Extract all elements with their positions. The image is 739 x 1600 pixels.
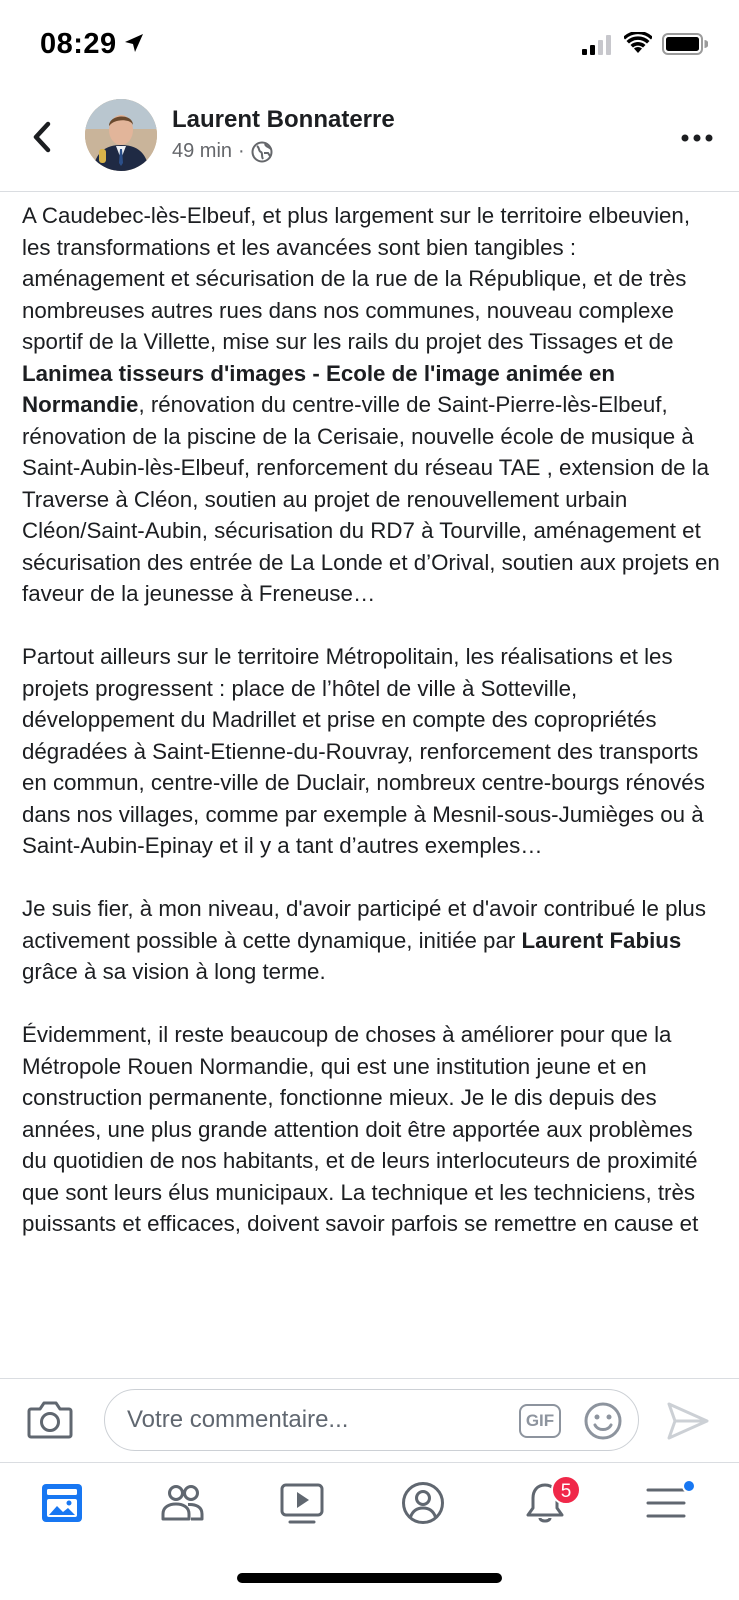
post-body xyxy=(22,200,722,1378)
comment-placeholder: Votre commentaire... xyxy=(127,1406,349,1433)
status-bar xyxy=(0,0,739,90)
cellular-signal-icon xyxy=(582,35,612,55)
post-paragraph: A Caudebec-lès-Elbeuf, et plus largement sur le territoire elbeuvien, les transformations et les avancées sont bien tangibles : aménagement et sécurisation de la rue de la République, et de très nombreuses autres rues dans nos communes, nouveau complexe sportif de la Villette, mise sur les rails du projet des Tissages et de Lanimea tisseurs d'images - Ecole de l'image animée en Normandie, rénovation du centre-ville de Saint-Pierre-lès-Elbeuf, rénovation de la piscine de la Cerisaie, nouvelle école de musique à Saint-Aubin-lès-Elbeuf, renforcement du réseau TAE , extension de la Traverse à Cléon, soutien au projet de renouvellement urbain Cléon/Saint-Aubin, sécurisation du RD7 à Tourville, aménagement et sécurisation des entrée de La Londe et d’Orival, soutien aux projets en faveur de la jeunesse à Freneuse… xyxy=(22,203,720,606)
gif-button[interactable]: GIF xyxy=(519,1404,561,1438)
wifi-icon xyxy=(624,32,652,54)
tab-profile[interactable] xyxy=(393,1481,453,1531)
comment-input[interactable] xyxy=(104,1389,639,1451)
tab-news-feed[interactable] xyxy=(32,1481,92,1531)
menu-notification-dot xyxy=(682,1479,696,1493)
mention-link[interactable]: Lanimea tisseurs d'images - Ecole de l'image animée en Normandie xyxy=(22,360,616,417)
comment-bar xyxy=(0,1378,739,1462)
back-button[interactable] xyxy=(28,114,62,160)
post-meta xyxy=(172,140,273,163)
post-header xyxy=(0,90,739,192)
camera-icon[interactable] xyxy=(27,1399,73,1439)
post-paragraph: Évidemment, il reste beaucoup de choses à améliorer pour que la Métropole Rouen Normandie, qui est une institution jeune et en construction permanente, fonctionne mieux. Je le dis depuis des années, une plus grande attention doit être apportée aux problèmes du quotidien de nos habitants, et de leurs interlocuteurs de proximité que sont leurs élus municipaux. La technique et les techniciens, très puissants et efficaces, doivent savoir parfois se remettre en cause et xyxy=(22,1022,699,1236)
post-paragraph: Je suis fier, à mon niveau, d'avoir participé et d'avoir contribué le plus activement possible à cette dynamique, initiée par Laurent Fabius grâce à sa vision à long terme. xyxy=(22,896,706,984)
tab-notifications[interactable] xyxy=(515,1481,575,1531)
post-paragraph: Partout ailleurs sur le territoire Métropolitain, les réalisations et les projets progressent : place de l’hôtel de ville à Sotteville, développement du Madrillet et prise en compte des copropriétés dégradées à Saint-Etienne-du-Rouvray, renforcement des transports en commun, centre-ville de Duclair, nombreux centre-bourgs rénovés dans nos villages, comme par exemple à Mesnil-sous-Jumièges ou à Saint-Aubin-Epinay et il y a tant d’autres exemples… xyxy=(22,644,705,858)
status-time: 08:29 xyxy=(40,28,117,60)
friends-icon xyxy=(160,1481,204,1525)
post-time[interactable]: 49 min xyxy=(172,140,233,162)
mention-link[interactable]: Laurent Fabius xyxy=(521,927,682,953)
meta-separator: · xyxy=(238,140,245,162)
more-options-button[interactable] xyxy=(679,128,715,148)
profile-icon xyxy=(401,1481,445,1525)
tab-friends[interactable] xyxy=(152,1481,212,1531)
video-icon xyxy=(280,1481,324,1525)
home-indicator xyxy=(237,1573,502,1583)
notification-badge: 5 xyxy=(551,1475,581,1505)
send-icon[interactable] xyxy=(666,1401,710,1441)
battery-icon xyxy=(662,33,708,55)
tab-menu[interactable] xyxy=(636,1481,696,1531)
globe-icon xyxy=(251,141,273,163)
tab-watch[interactable] xyxy=(272,1481,332,1531)
avatar[interactable] xyxy=(85,99,157,171)
news-feed-icon xyxy=(40,1481,84,1525)
author-name[interactable]: Laurent Bonnaterre xyxy=(172,106,395,133)
location-arrow-icon xyxy=(124,33,144,53)
emoji-icon[interactable] xyxy=(583,1401,623,1441)
